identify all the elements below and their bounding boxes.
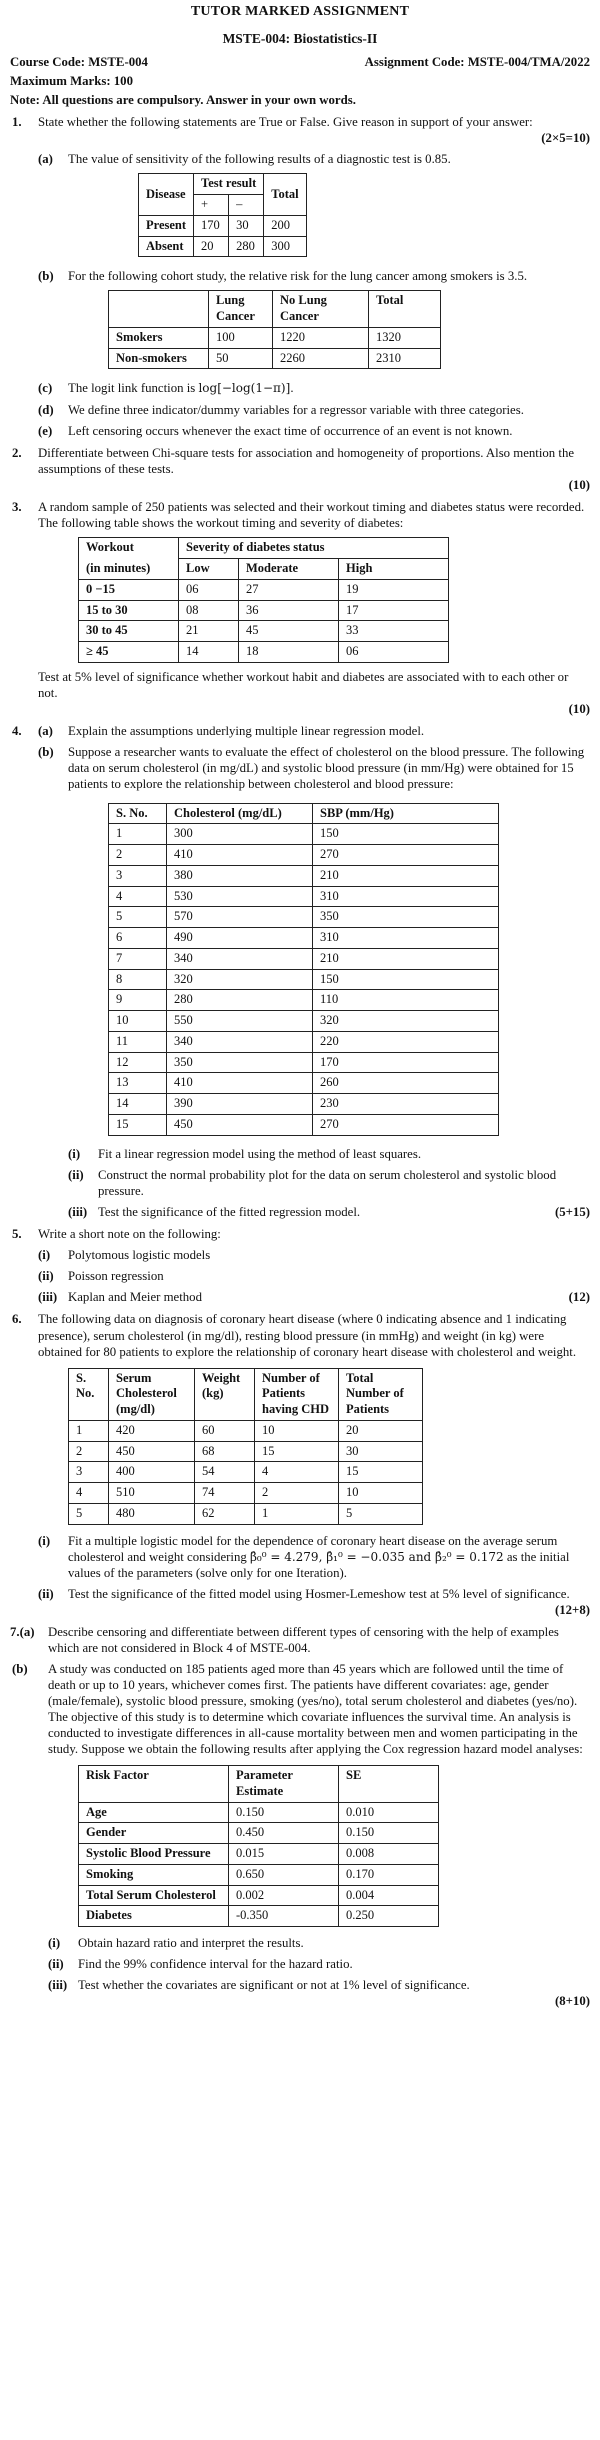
question-number: 1. (12, 114, 22, 129)
question-7-marks: (8+10) (554, 1994, 590, 2009)
table-cell: 15 (109, 1114, 167, 1135)
table-row (139, 215, 307, 236)
table-cell: 210 (313, 865, 499, 886)
table-header: S. No. (69, 1368, 109, 1420)
sub-label: (i) (48, 1936, 61, 1951)
table-cell: 230 (313, 1094, 499, 1115)
course-code: Course Code: MSTE-004 (10, 54, 148, 69)
table-header: Parameter Estimate (229, 1766, 339, 1803)
table-cell: 1220 (273, 327, 369, 348)
table-cell: 15 (339, 1462, 423, 1483)
question-7b-iii-text: Test whether the covariates are significant or not at 1% level of significance. (78, 1978, 470, 1993)
table-cell: 5 (69, 1503, 109, 1524)
table-header: Number of Patients having CHD (255, 1368, 339, 1420)
table-cell: 490 (167, 928, 313, 949)
table-row (109, 1031, 499, 1052)
question-4a (38, 723, 590, 739)
question-5-text: Write a short note on the following: (38, 1226, 221, 1241)
table-header: Disease (139, 174, 194, 216)
table-cell: 0.002 (229, 1885, 339, 1906)
table-cell: 420 (109, 1420, 195, 1441)
table-cell: 30 (229, 215, 264, 236)
table-cell: 310 (313, 928, 499, 949)
table-cell: 6 (109, 928, 167, 949)
table-header (109, 291, 209, 328)
question-1-marks: (2×5=10) (541, 131, 590, 146)
table-cell: 270 (313, 1114, 499, 1135)
table-cell: 2 (109, 845, 167, 866)
table-cell: 270 (313, 845, 499, 866)
table-header: Severity of diabetes status (179, 538, 449, 559)
table-row (109, 1073, 499, 1094)
table-cell: 400 (109, 1462, 195, 1483)
question-5-i-text: Polytomous logistic models (68, 1248, 211, 1263)
table-cell: 2260 (273, 348, 369, 369)
sub-label: (iii) (38, 1290, 58, 1305)
question-4-marks: (5+15) (554, 1204, 590, 1219)
table-cell: 210 (313, 948, 499, 969)
question-5-marks: (12) (568, 1290, 590, 1305)
table-cell: 27 (239, 579, 339, 600)
table-row (109, 1011, 499, 1032)
table-cell: 15 (255, 1441, 339, 1462)
table-cell: Smokers (109, 327, 209, 348)
question-7a-text: Describe censoring and differentiate between different types of censoring with the help of examples which are not considered in Block 4 of MSTE-004. (48, 1625, 559, 1656)
table-row (109, 327, 441, 348)
question-1a-text: The value of sensitivity of the following results of a diagnostic test is 0.85. (68, 152, 451, 167)
question-6-i-text: Fit a multiple logistic model for the dependence of coronary heart disease on the average serum cholesterol and weight considering (68, 1533, 558, 1564)
table-cell: 45 (239, 621, 339, 642)
table-cell: 17 (339, 600, 449, 621)
table-cell: Total Serum Cholesterol (79, 1885, 229, 1906)
table-cell: 340 (167, 1031, 313, 1052)
initial-values-formula: β̂₀⁰ = 4.279, β̂₁⁰ = −0.035 and β̂₂⁰ = 0.172 (249, 1549, 504, 1564)
table-cell: 510 (109, 1483, 195, 1504)
sub-label: (i) (38, 1533, 51, 1548)
table-cell: 0.650 (229, 1864, 339, 1885)
table-cell: 350 (167, 1052, 313, 1073)
table-cell: 310 (313, 886, 499, 907)
table-cell: 4 (69, 1483, 109, 1504)
table-cell: 170 (194, 215, 229, 236)
table-cell: 14 (179, 642, 239, 663)
sub-label: (i) (38, 1248, 51, 1263)
table-cell: 0.010 (339, 1802, 439, 1823)
table-cell: 0.150 (229, 1802, 339, 1823)
question-5-iii (38, 1289, 590, 1305)
table-cell: 110 (313, 990, 499, 1011)
table-cell: 74 (195, 1483, 255, 1504)
table-row (79, 1906, 439, 1927)
question-number: 7.(a) (10, 1625, 35, 1640)
table-header: (in minutes) (79, 559, 179, 580)
question-1d-text: We define three indicator/dummy variables for a regressor variable with three categories. (68, 402, 524, 417)
codes-row (10, 54, 590, 70)
table-cell: 36 (239, 600, 339, 621)
table-row (69, 1420, 423, 1441)
table-header (79, 538, 179, 559)
question-4b-ii (68, 1167, 590, 1199)
table-cell: 340 (167, 948, 313, 969)
table-row (79, 579, 449, 600)
table-header: Weight (kg) (195, 1368, 255, 1420)
question-7b-ii (48, 1956, 590, 1972)
table-cell: 30 to 45 (79, 621, 179, 642)
sentence-end: . (290, 381, 294, 396)
question-2 (10, 445, 590, 493)
table-cell: 220 (313, 1031, 499, 1052)
sub-label: (i) (68, 1146, 81, 1161)
question-5 (10, 1226, 590, 1305)
table-row (139, 236, 307, 257)
question-6-text: The following data on diagnosis of coronary heart disease (where 0 indicating absence and 1 indicating presence), serum cholesterol (in mg/dl), resting blood pressure (in mmHg) and weight (in kg) were obtained for 80 patients to explore the relationship of coronary heart disease with cholesterol and weight. (38, 1312, 577, 1359)
question-4b-text: Suppose a researcher wants to evaluate the effect of cholesterol on the blood pressure. The following data on serum cholesterol (in mg/dL) and systolic blood pressure (in mm/Hg) were obtained for 15 patients to explore the relationship between cholesterol and blood pressure: (68, 745, 585, 792)
table-cell: 1320 (369, 327, 441, 348)
table-cell: 0.170 (339, 1864, 439, 1885)
table-cell: 450 (167, 1114, 313, 1135)
table-cell: 2 (69, 1441, 109, 1462)
table-cell: 50 (209, 348, 273, 369)
question-5-i (38, 1247, 590, 1263)
table-cell: 30 (339, 1441, 423, 1462)
sub-label: (e) (38, 423, 53, 438)
table-cell: Diabetes (79, 1906, 229, 1927)
table-header: Risk Factor (79, 1766, 229, 1803)
table-header: Cholesterol (mg/dL) (167, 803, 313, 824)
table-cell: 170 (313, 1052, 499, 1073)
table-cell: 20 (194, 236, 229, 257)
question-1b-text: For the following cohort study, the relative risk for the lung cancer among smokers is 3.5. (68, 269, 528, 284)
page-title: TUTOR MARKED ASSIGNMENT (190, 4, 410, 19)
table-row (79, 1885, 439, 1906)
table-cell: 0 −15 (79, 579, 179, 600)
table-cell: 0.150 (339, 1823, 439, 1844)
table-cell: 320 (167, 969, 313, 990)
question-1b (38, 268, 590, 375)
table-row (79, 1802, 439, 1823)
table-row (79, 1844, 439, 1865)
table-cell: 3 (69, 1462, 109, 1483)
table-cell: 320 (313, 1011, 499, 1032)
question-4b-iii (68, 1204, 590, 1220)
table-cell: 200 (264, 215, 306, 236)
table-cell: 4 (255, 1462, 339, 1483)
table-cell: 60 (195, 1420, 255, 1441)
chd-table (68, 1368, 423, 1525)
table-cell: 260 (313, 1073, 499, 1094)
table-cell: 1 (69, 1420, 109, 1441)
question-4b-i-text: Fit a linear regression model using the method of least squares. (98, 1146, 422, 1161)
table-cell: 06 (179, 579, 239, 600)
table-cell: 0.450 (229, 1823, 339, 1844)
sub-label: (c) (38, 381, 53, 396)
instructions-note: Note: All questions are compulsory. Answer in your own words. (10, 92, 356, 107)
question-number: 4. (12, 724, 22, 739)
question-1-text: State whether the following statements are True or False. Give reason in support of your answer: (38, 114, 533, 129)
sub-label: (ii) (68, 1167, 84, 1182)
question-4b-i (68, 1146, 590, 1162)
table-row (109, 907, 499, 928)
question-5-iii-text: Kaplan and Meier method (68, 1290, 202, 1305)
table-header: S. No. (109, 803, 167, 824)
table-row (79, 621, 449, 642)
table-row (109, 348, 441, 369)
question-4 (10, 723, 590, 1220)
table-cell: 550 (167, 1011, 313, 1032)
table-header: Lung Cancer (209, 291, 273, 328)
table-cell: 570 (167, 907, 313, 928)
sub-label: (iii) (68, 1204, 88, 1219)
table-header: Total (369, 291, 441, 328)
question-6-i-text-2: as the initial values of the parameters (solve only for one Iteration). (68, 1549, 570, 1580)
table-cell: 3 (109, 865, 167, 886)
table-cell: Smoking (79, 1864, 229, 1885)
table-header: Test result (194, 174, 264, 195)
sub-label: (b) (12, 1661, 28, 1676)
table-row (69, 1441, 423, 1462)
table-row (109, 865, 499, 886)
sub-label: (ii) (38, 1587, 54, 1602)
table-cell: 08 (179, 600, 239, 621)
table-cell: 1 (255, 1503, 339, 1524)
table-header: Low (179, 559, 239, 580)
table-row (109, 928, 499, 949)
logit-formula: log[−log(1−π)] (198, 381, 291, 396)
table-row (109, 1094, 499, 1115)
table-cell: 10 (109, 1011, 167, 1032)
sub-label: (iii) (48, 1978, 68, 1993)
table-cell: 380 (167, 865, 313, 886)
question-1e-text: Left censoring occurs whenever the exact time of occurrence of an event is not known. (68, 423, 513, 438)
table-cell: 100 (209, 327, 273, 348)
question-6 (10, 1311, 590, 1618)
question-2-marks: (10) (568, 477, 590, 492)
table-cell: 0.004 (339, 1885, 439, 1906)
question-6-marks: (12+8) (554, 1603, 590, 1618)
sub-label: (ii) (48, 1957, 64, 1972)
table-header: No Lung Cancer (273, 291, 369, 328)
table-header: Total Number of Patients (339, 1368, 423, 1420)
table-row (79, 642, 449, 663)
table-cell: 33 (339, 621, 449, 642)
table-cell: 0.250 (339, 1906, 439, 1927)
question-4b (38, 744, 590, 1220)
diagnostic-test-table (138, 173, 307, 257)
table-row (109, 948, 499, 969)
question-1 (10, 114, 590, 439)
table-cell: 390 (167, 1094, 313, 1115)
table-cell: 300 (264, 236, 306, 257)
table-header: SE (339, 1766, 439, 1803)
table-cell: 2 (255, 1483, 339, 1504)
sub-label: (ii) (38, 1269, 54, 1284)
table-cell: 10 (255, 1420, 339, 1441)
table-cell: Systolic Blood Pressure (79, 1844, 229, 1865)
table-cell: 350 (313, 907, 499, 928)
table-cell: 150 (313, 969, 499, 990)
question-7b-iii (48, 1977, 590, 1993)
sub-label: (a) (38, 724, 53, 739)
table-cell: 480 (109, 1503, 195, 1524)
question-1a (38, 151, 590, 263)
question-3-marks: (10) (568, 701, 590, 716)
question-7b (10, 1661, 590, 2010)
question-4a-text: Explain the assumptions underlying multiple linear regression model. (68, 724, 425, 739)
table-cell: Gender (79, 1823, 229, 1844)
table-cell: 450 (109, 1441, 195, 1462)
table-cell: Age (79, 1802, 229, 1823)
table-cell: 4 (109, 886, 167, 907)
question-6-i (38, 1533, 590, 1581)
table-cell: 13 (109, 1073, 167, 1094)
question-1c-text: The logit link function is (68, 381, 196, 396)
cohort-study-table (108, 290, 441, 369)
table-cell: 54 (195, 1462, 255, 1483)
sub-label: (d) (38, 402, 54, 417)
question-7b-i-text: Obtain hazard ratio and interpret the results. (78, 1936, 304, 1951)
assignment-code: Assignment Code: MSTE-004/TMA/2022 (364, 54, 590, 69)
table-cell: 300 (167, 824, 313, 845)
table-cell: 2310 (369, 348, 441, 369)
table-cell: 15 to 30 (79, 600, 179, 621)
table-cell: Non-smokers (109, 348, 209, 369)
table-cell: 280 (229, 236, 264, 257)
question-7b-ii-text: Find the 99% confidence interval for the hazard ratio. (78, 1957, 353, 1972)
maximum-marks: Maximum Marks: 100 (10, 73, 133, 88)
question-1d (38, 402, 590, 418)
course-title: MSTE-004: Biostatistics-II (222, 30, 378, 46)
table-row (109, 886, 499, 907)
question-3-text-2: Test at 5% level of significance whether workout habit and diabetes are associated with to each other or not. (38, 669, 569, 700)
table-cell: 0.015 (229, 1844, 339, 1865)
sub-label: (b) (38, 269, 54, 284)
table-row (109, 845, 499, 866)
table-cell: 06 (339, 642, 449, 663)
question-5-ii-text: Poisson regression (68, 1269, 164, 1284)
cox-regression-table (78, 1765, 439, 1927)
table-cell: 18 (239, 642, 339, 663)
question-4b-ii-text: Construct the normal probability plot for the data on serum cholesterol and systolic blood pressure. (98, 1167, 557, 1198)
table-cell: 19 (339, 579, 449, 600)
table-cell: 9 (109, 990, 167, 1011)
table-cell: ≥ 45 (79, 642, 179, 663)
table-row (109, 1114, 499, 1135)
table-cell: 12 (109, 1052, 167, 1073)
question-number: 5. (12, 1226, 22, 1241)
table-cell: 7 (109, 948, 167, 969)
table-row (109, 824, 499, 845)
table-cell: 5 (109, 907, 167, 928)
table-row (109, 990, 499, 1011)
table-cell: 62 (195, 1503, 255, 1524)
question-4b-iii-text: Test the significance of the fitted regression model. (98, 1204, 361, 1219)
table-cell: 1 (109, 824, 167, 845)
question-number: 3. (12, 500, 22, 515)
table-cell: 0.008 (339, 1844, 439, 1865)
table-cell: 20 (339, 1420, 423, 1441)
cholesterol-sbp-table (108, 803, 499, 1136)
table-cell: 21 (179, 621, 239, 642)
question-3 (10, 499, 590, 717)
question-1c (38, 380, 590, 396)
table-header: – (229, 195, 264, 216)
table-row (79, 1823, 439, 1844)
workout-diabetes-table (78, 537, 449, 663)
table-cell: 10 (339, 1483, 423, 1504)
question-number: 2. (12, 445, 22, 460)
table-cell: 410 (167, 1073, 313, 1094)
table-cell: 410 (167, 845, 313, 866)
table-header: Total (264, 174, 306, 216)
question-number: 6. (12, 1312, 22, 1327)
table-cell: 280 (167, 990, 313, 1011)
question-7b-i (48, 1935, 590, 1951)
table-cell: 68 (195, 1441, 255, 1462)
question-2-text: Differentiate between Chi-square tests for association and homogeneity of proportions. Also mention the assumptions of these tests. (38, 445, 575, 476)
table-header: Serum Cholesterol (mg/dl) (109, 1368, 195, 1420)
table-row (79, 600, 449, 621)
question-5-ii (38, 1268, 590, 1284)
table-cell: 150 (313, 824, 499, 845)
table-row (79, 1864, 439, 1885)
table-row (109, 969, 499, 990)
table-cell: 11 (109, 1031, 167, 1052)
question-1e (38, 423, 590, 439)
question-7b-text: A study was conducted on 185 patients aged more than 45 years which are followed until the time of death or up to 10 years, whichever comes first. The patients have different covariates: age, gender (male/female), systolic blood pressure, smoking (yes/no), total serum cholesterol and diabetes (yes/no). The objective of this study is to determine which covariate influences the survival time. An analysis is conducted to investigate differences in all-cause mortality between men and women participating in the study. Suppose we obtain the following results after applying the Cox regression hazard model analyses: (48, 1661, 583, 1757)
table-header: SBP (mm/Hg) (313, 803, 499, 824)
question-3-text: A random sample of 250 patients was selected and their workout timing and diabetes status were recorded. The following table shows the workout timing and severity of diabetes: (38, 500, 585, 531)
sub-label: (b) (38, 745, 54, 760)
table-cell: Present (139, 215, 194, 236)
workout-header: Workout (86, 540, 134, 555)
table-row (69, 1503, 423, 1524)
table-cell: 8 (109, 969, 167, 990)
table-cell: Absent (139, 236, 194, 257)
table-cell: 5 (339, 1503, 423, 1524)
table-cell: -0.350 (229, 1906, 339, 1927)
table-cell: 530 (167, 886, 313, 907)
table-header: + (194, 195, 229, 216)
question-6-ii-text: Test the significance of the fitted model using Hosmer-Lemeshow test at 5% level of significance. (68, 1587, 570, 1602)
question-6-ii (38, 1586, 590, 1602)
table-header: Moderate (239, 559, 339, 580)
table-row (69, 1483, 423, 1504)
sub-label: (a) (38, 152, 53, 167)
table-row (109, 1052, 499, 1073)
table-row (69, 1462, 423, 1483)
table-header: High (339, 559, 449, 580)
table-cell: 14 (109, 1094, 167, 1115)
question-7 (10, 1624, 590, 1656)
